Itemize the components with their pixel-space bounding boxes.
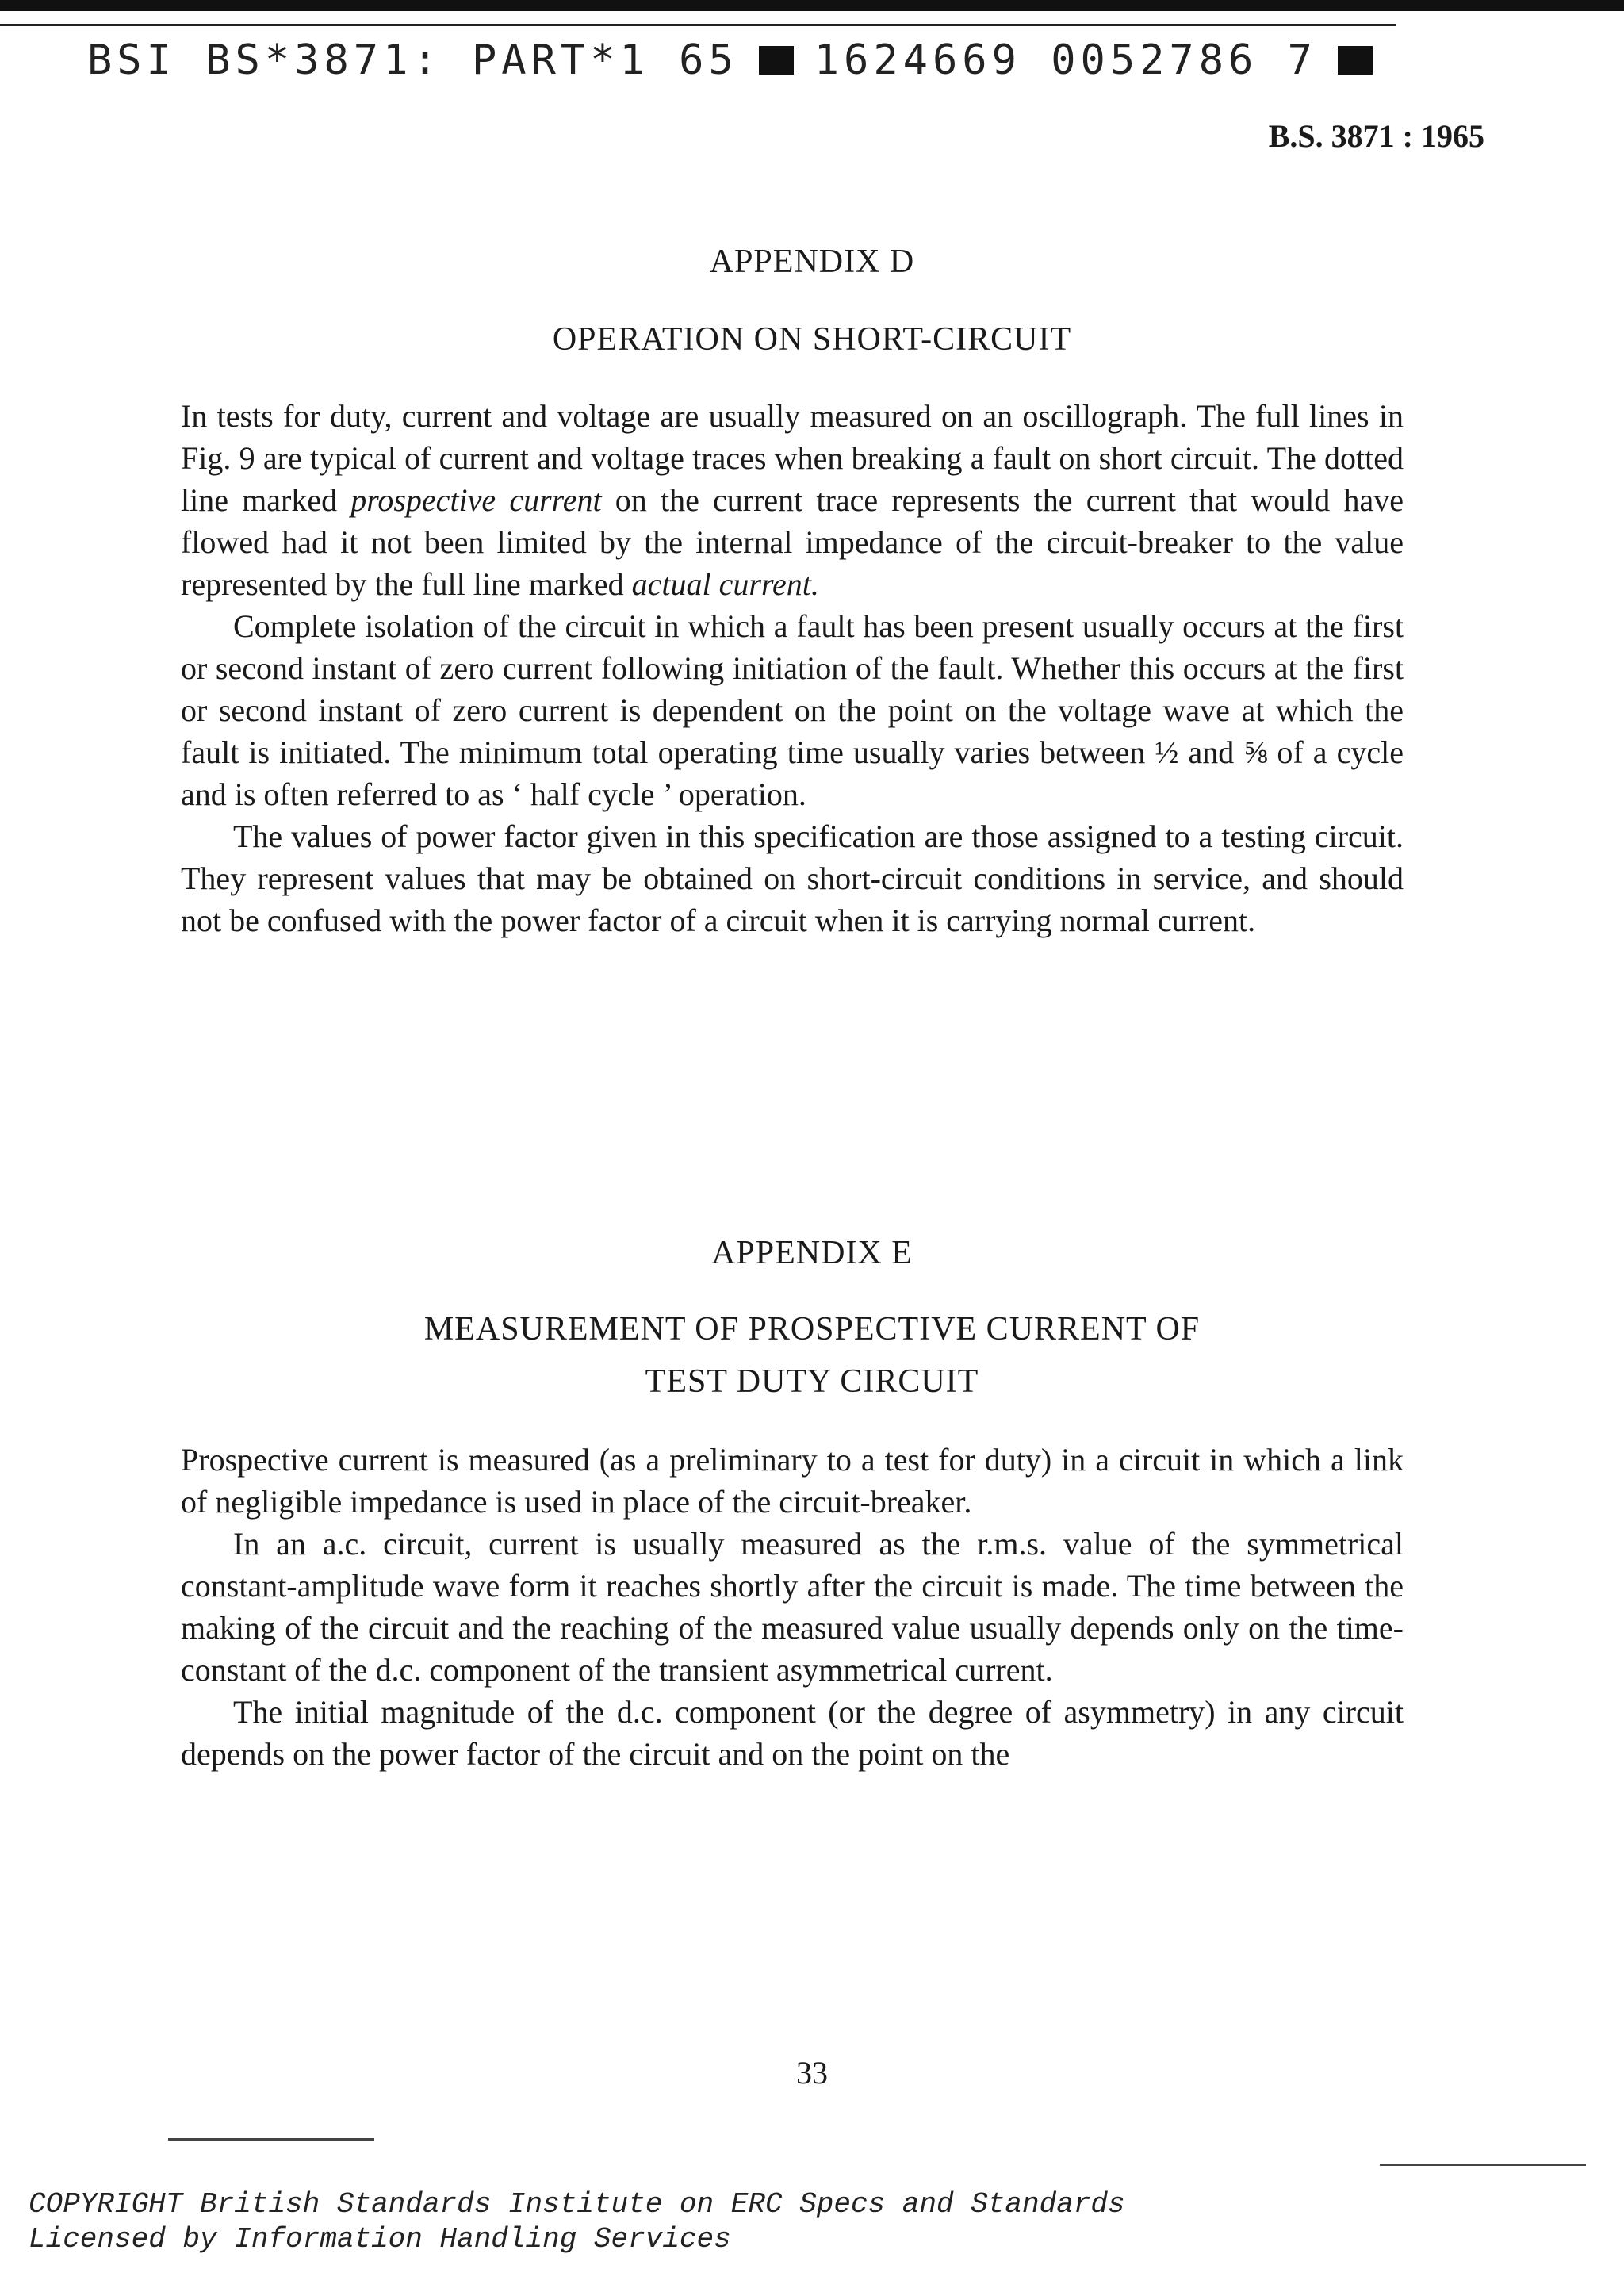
italic-term: actual current. xyxy=(631,566,819,602)
scan-artifact-line xyxy=(168,2138,374,2141)
appendix-e-title: APPENDIX E xyxy=(711,1235,913,1271)
paragraph: Prospective current is measured (as a preliminary to a test for duty) in a circuit in which a link of negligible impedance is used in place of the circuit-breaker. xyxy=(181,1442,1404,1520)
appendix-d-title: APPENDIX D xyxy=(709,243,915,280)
paragraph: In tests for duty, current and voltage are usually measured on an oscillograph. The full lines in Fig. 9 are typical of current and voltage traces when breaking a fault on short circuit. The dotted line marked prospective current on the current trace represents the current that would have flowed had it not been limited by the internal impedance of the circuit-breaker to the value represented by the full line marked actual current. xyxy=(181,398,1404,602)
black-block-mark xyxy=(1338,46,1373,75)
top-thin-rule xyxy=(0,24,1396,26)
appendix-e-subtitle-line1: MEASUREMENT OF PROSPECTIVE CURRENT OF xyxy=(423,1311,1201,1347)
license-line: Licensed by Information Handling Services xyxy=(29,2223,731,2256)
appendix-e-body xyxy=(181,1439,1404,1775)
appendix-e-subtitle-line2: TEST DUTY CIRCUIT xyxy=(645,1363,979,1400)
paragraph: The initial magnitude of the d.c. component (or the degree of asymmetry) in any circuit depends on the power factor of the circuit and on the point on the xyxy=(181,1694,1404,1772)
scan-header-code: BSI BS*3871: PART*1 65 xyxy=(87,36,738,84)
top-border-rule xyxy=(0,0,1624,11)
appendix-d-subtitle: OPERATION ON SHORT-CIRCUIT xyxy=(552,321,1072,358)
paragraph: In an a.c. circuit, current is usually measured as the r.m.s. value of the symmetrical constant-amplitude wave form it reaches shortly after the circuit is made. The time between the making of the circuit and the reaching of the measured value usually depends only on the time-constant of the d.c. component of the transient asymmetrical current. xyxy=(181,1526,1404,1688)
scan-header xyxy=(87,36,1373,84)
paragraph: The values of power factor given in this specification are those assigned to a testing circuit. They represent values that may be obtained on short-circuit conditions in service, and should not be confused with the power factor of a circuit when it is carrying normal current. xyxy=(181,818,1404,938)
paragraph: Complete isolation of the circuit in which a fault has been present usually occurs at the first or second instant of zero current following initiation of the fault. Whether this occurs at the first or second instant of zero current is dependent on the point on the voltage wave at which the fault is initiated. The minimum total operating time usually varies between ½ and ⅝ of a cycle and is often referred to as ‘ half cycle ’ operation. xyxy=(181,608,1404,812)
copyright-footer xyxy=(29,2187,1125,2257)
italic-term: prospective current xyxy=(350,482,602,518)
standard-number: B.S. 3871 : 1965 xyxy=(1268,118,1484,154)
copyright-line: COPYRIGHT British Standards Institute on ERC Specs and Standards xyxy=(29,2188,1125,2221)
black-block-mark xyxy=(759,46,794,75)
page-number: 33 xyxy=(796,2055,828,2091)
scan-header-number: 1624669 0052786 7 xyxy=(814,36,1317,84)
appendix-d-body xyxy=(181,395,1404,941)
scan-artifact-line xyxy=(1380,2164,1586,2166)
